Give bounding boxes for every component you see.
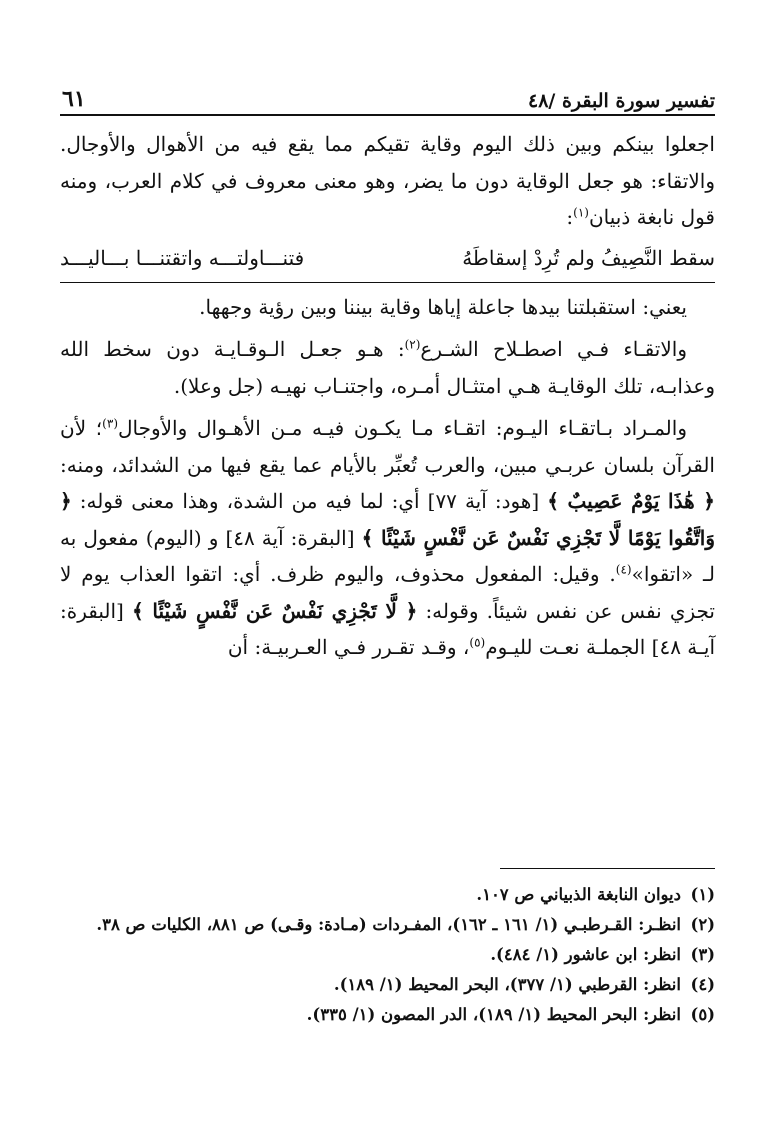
text-run: . وقيل: المفعول محذوف، واليوم ظرف. أي: اتقوا العذاب يوم لا تجزي نفس عن نفس شيئاً. وقوله: xyxy=(60,562,716,623)
footnote-1 xyxy=(60,880,715,910)
paragraph-2 xyxy=(60,289,715,326)
verse-divider xyxy=(60,282,715,283)
text-run: [هود: آية ٧٧] أي: لما فيه من الشدة، وهذا معنى قوله: xyxy=(71,489,548,513)
footnote-4 xyxy=(60,970,715,1000)
running-header xyxy=(60,78,715,112)
text-run: اجعلوا بينكم وبين ذلك اليوم وقاية تقيكم مما يقع فيه من الأهوال والأوجال. والاتقاء: هو جعل الوقاية دون ما يضر، وهو معنى معروف في كلام العرب، ومنه قول نابغة ذبيان xyxy=(60,132,715,229)
footnote-number: (٣) xyxy=(690,945,715,964)
footnote-3 xyxy=(60,940,715,970)
footnote-number: (٢) xyxy=(690,915,715,934)
page-number: ٦١ xyxy=(62,86,86,112)
footnote-ref-1: (١) xyxy=(573,205,589,220)
footnote-text: ديوان النابغة الذبياني ص ١٠٧. xyxy=(476,885,681,904)
header-divider xyxy=(60,114,715,116)
footnotes xyxy=(60,880,715,1030)
header-title: تفسير سورة البقرة /٤٨ xyxy=(528,90,715,112)
footnote-ref-2: (٢) xyxy=(404,337,421,352)
text-run: : هـو جعـل الـوقـايـة دون سخط الله وعذابـه، تلك الوقايـة هـي امتثـال أمـره، واجتنـاب نهيـه (جل وعلا). xyxy=(60,337,715,398)
page-content xyxy=(60,78,715,666)
text-run: [البقرة: آية ٤٨] و (اليوم) مفعول به لـ «اتقوا» xyxy=(60,525,715,586)
paragraph-3 xyxy=(60,331,715,404)
quran-quote: ﴿ لَّا تَجْزِي نَفْسٌ عَن نَّفْسٍ شَيْئًا ﴾ xyxy=(131,598,418,623)
poetry-verse xyxy=(60,238,715,278)
footnote-2 xyxy=(60,910,715,940)
paragraph-4 xyxy=(60,410,715,666)
text-run: : xyxy=(566,205,574,229)
footnote-ref-5: (٥) xyxy=(469,635,486,650)
footnote-text: انظر: القرطبي (١/ ٣٧٧)، البحر المحيط (١/ ١٨٩). xyxy=(333,975,681,994)
main-text xyxy=(60,126,715,666)
footnote-separator xyxy=(500,868,715,869)
text-run: والمـراد بـاتقـاء اليـوم: اتقـاء مـا يكـون فيـه مـن الأهـوال والأوجال xyxy=(118,416,687,440)
text-run: ، وقـد تقـرر فـي العـربيـة: أن xyxy=(227,635,470,659)
text-run: يعني: استقبلتنا بيدها جاعلة إياها وقاية بيننا وبين رؤية وجهها. xyxy=(199,294,687,319)
footnote-text: انظـر: القـرطبـي (١/ ١٦١ ـ ١٦٢)، المفـردات (مـادة: وقـى) ص ٨٨١، الكليات ص ٣٨. xyxy=(96,915,681,934)
verse-second-half: فتنـــاولتـــه واتقتنـــا بـــاليـــد xyxy=(60,245,305,270)
footnote-ref-3: (٣) xyxy=(102,416,118,431)
footnote-ref-4: (٤) xyxy=(615,562,632,577)
text-run: والاتقـاء فـي اصطـلاح الشـرع xyxy=(420,337,687,361)
footnote-text: انظر: ابن عاشور (١/ ٤٨٤). xyxy=(490,945,681,964)
footnote-number: (٥) xyxy=(690,1005,715,1024)
quran-quote: ﴿ هَٰذَا يَوْمٌ عَصِيبٌ ﴾ xyxy=(547,489,715,513)
text-run: ؛ لأن القرآن بلسان عربـي مبين، والعرب تُعبِّر بالأيام عما يقع فيها من الشدائد، ومنه: xyxy=(60,416,715,477)
footnote-number: (٤) xyxy=(690,975,715,994)
text-run: [البقرة: آيـة ٤٨] الجملـة نعـت لليـوم xyxy=(60,598,715,659)
paragraph-1 xyxy=(60,126,715,236)
footnote-number: (١) xyxy=(690,885,715,904)
footnote-text: انظر: البحر المحيط (١/ ١٨٩)، الدر المصون (١/ ٣٣٥). xyxy=(306,1005,681,1024)
verse-first-half: سقط النَّصِيفُ ولم تُرِدْ إسقاطَهُ xyxy=(462,245,715,270)
quran-quote: ﴿ وَاتَّقُوا يَوْمًا لَّا تَجْزِي نَفْسٌ عَن نَّفْسٍ شَيْئًا ﴾ xyxy=(60,489,715,550)
footnote-5 xyxy=(60,1000,715,1030)
